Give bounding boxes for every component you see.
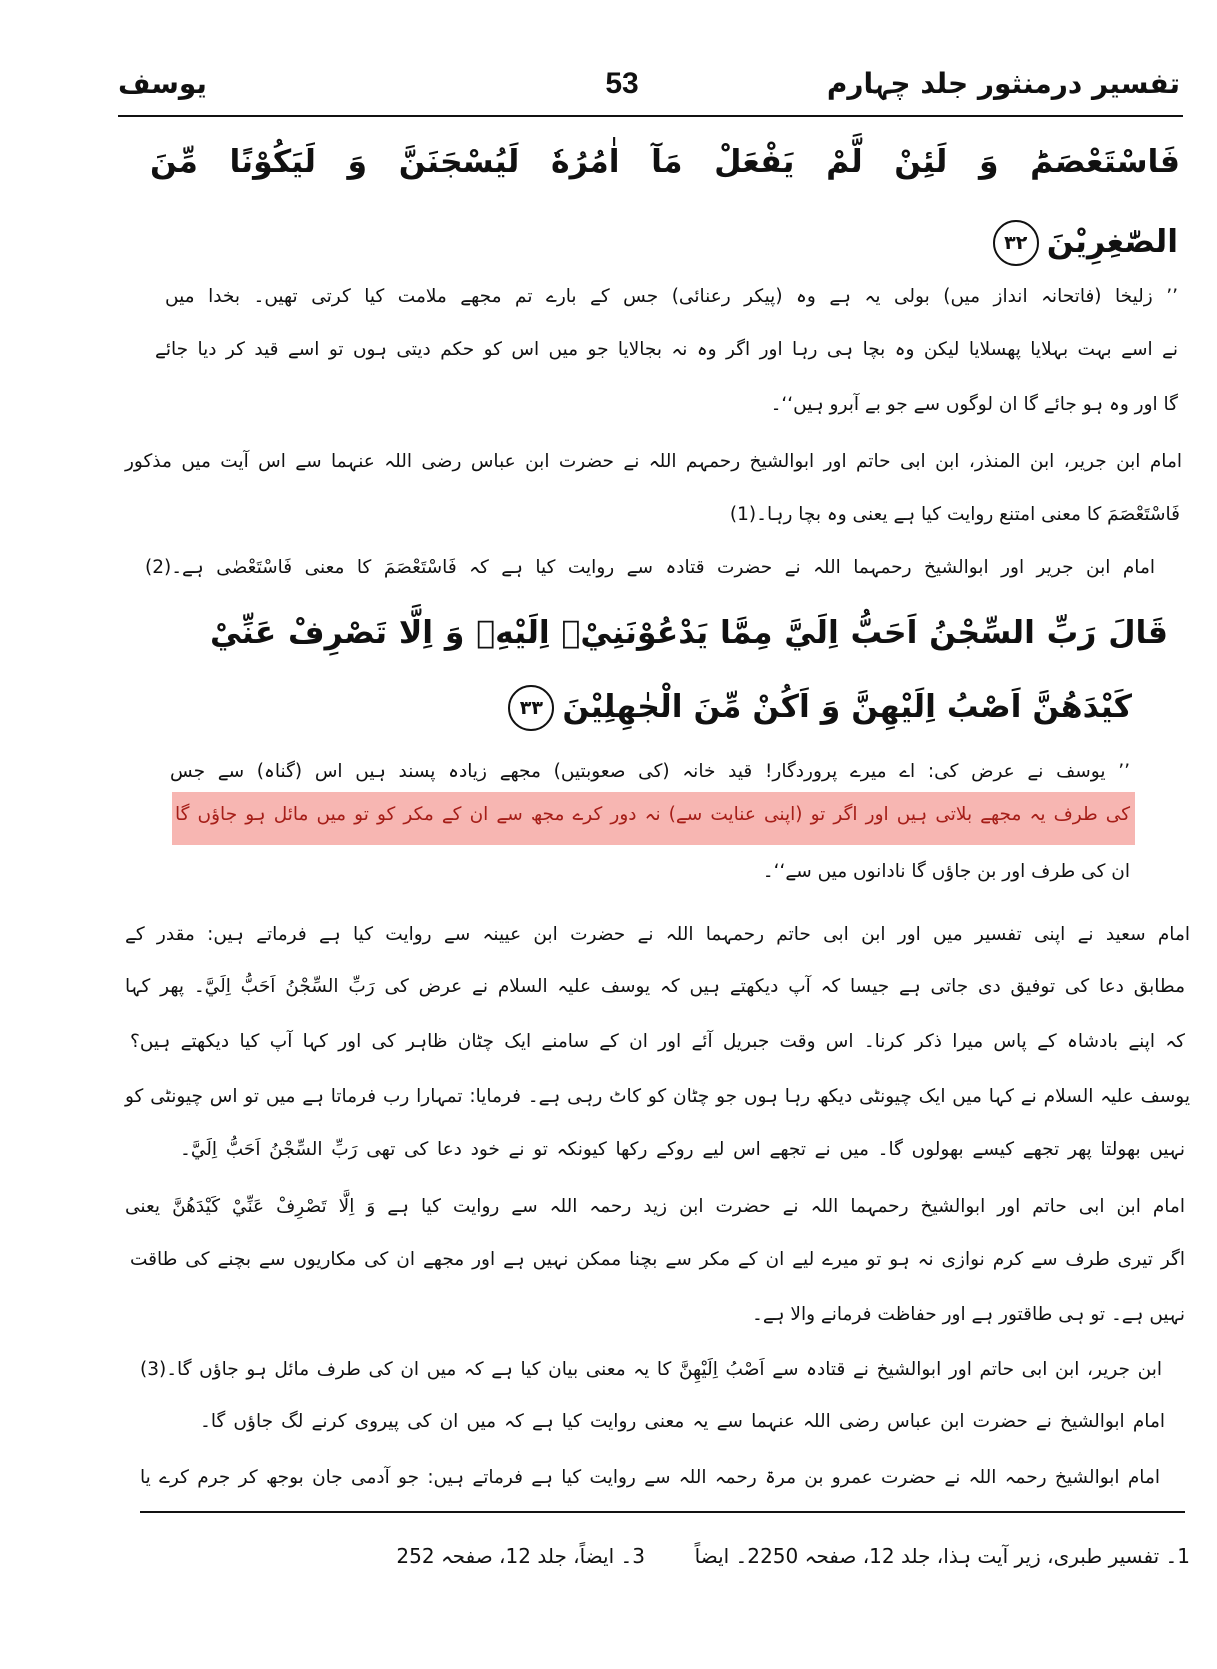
commentary-line: نہیں بھولتا پھر تجھے کیسے بھولوں گا۔ میں نے تجھے اس لیے روکے رکھا کیونکہ تو نے خود دعا کی تھی رَبِّ السِّجْنُ اَحَبُّ اِلَيَّ۔ xyxy=(180,1139,1185,1160)
book-title: تفسیر درمنثور جلد چہارم xyxy=(826,67,1180,100)
commentary-line: امام سعید نے اپنی تفسیر میں اور ابن ابی حاتم رحمہما اللہ نے حضرت ابن عیینہ سے روایت کیا ہے فرماتے ہیں: مقدر کے xyxy=(125,924,1190,945)
verse-line: قَالَ رَبِّ السِّجْنُ اَحَبُّ اِلَيَّ مِمَّا يَدْعُوْنَنِيْۤ اِلَيْهِۚ وَ اِلَّا تَصْرِفْ عَنِّيْ xyxy=(210,615,1168,651)
commentary-line: امام ابن جریر، ابن المنذر، ابن ابی حاتم اور ابوالشیخ رحمہم اللہ نے حضرت ابن عباس رضی اللہ عنہما سے اس آیت میں مذکور xyxy=(125,451,1182,472)
footnote: 3۔ ایضاً، جلد 12، صفحہ 252 xyxy=(396,1544,645,1568)
translation-line: نے اسے بہت بہلایا پھسلایا لیکن وہ بچا ہی رہا اور اگر وہ نہ بجالایا جو میں اس کو حکم دیتی ہوں تو اسے قید کر دیا جائے xyxy=(155,339,1178,360)
commentary-line: ابن جریر، ابن ابی حاتم اور ابوالشیخ نے قتادہ سے اَصْبُ اِلَيْهِنَّ کا یہ معنی بیان کیا ہے کہ میں ان کی طرف مائل ہو جاؤں گا۔(3) xyxy=(140,1359,1163,1380)
footnote-rule xyxy=(140,1511,1185,1513)
commentary-line: امام ابوالشیخ رحمہ اللہ نے حضرت عمرو بن مرۃ رحمہ اللہ سے روایت کیا ہے فرماتے ہیں: جو آدمی جان بوجھ کر جرم کرے یا xyxy=(140,1467,1160,1488)
commentary-line: امام ابوالشیخ نے حضرت ابن عباس رضی اللہ عنہما سے یہ معنی روایت کیا ہے کہ میں ان کی پیروی کرنے لگ جاؤں گا۔ xyxy=(200,1411,1165,1432)
footnote: 2۔ ایضاً xyxy=(694,1544,760,1568)
ayah-number-marker: ۳۲ xyxy=(993,220,1039,266)
commentary-line: مطابق دعا کی توفیق دی جاتی ہے جیسا کہ آپ دیکھتے ہیں کہ یوسف علیہ السلام نے عرض کی رَبِّ السِّجْنُ اَحَبُّ اِلَيَّ۔ پھر کہا xyxy=(125,976,1185,997)
ayah-number-marker: ۳۳ xyxy=(508,685,554,731)
footnote: 1۔ تفسیر طبری، زیر آیت ہذا، جلد 12، صفحہ 250 xyxy=(760,1544,1190,1568)
verse-text: الصّٰغِرِيْنَ xyxy=(1046,224,1178,260)
highlighted-translation-line: کی طرف یہ مجھے بلاتی ہیں اور اگر تو (اپنی عنایت سے) نہ دور کرے مجھ سے ان کے مکر کو تو میں مائل ہو جاؤں گا xyxy=(175,804,1130,825)
page-number: 53 xyxy=(605,67,639,100)
surah-name: یوسف xyxy=(118,67,207,100)
translation-line: ’’ زلیخا (فاتحانہ انداز میں) بولی یہ ہے وہ (پیکر رعنائی) جس کے بارے تم مجھے ملامت کیا کرتی تھیں۔ بخدا میں xyxy=(165,286,1178,307)
verse-line: فَاسْتَعْصَمَؕ وَ لَئِنْ لَّمْ يَفْعَلْ مَآ اٰمُرُهٗ لَيُسْجَنَنَّ وَ لَيَكُوْنًا مِّنَ xyxy=(150,144,1180,180)
commentary-line: اگر تیری طرف سے کرم نوازی نہ ہو تو میرے لیے ان کے مکر سے بچنا ممکن نہیں ہے اور مجھے ان کی مکاریوں سے بچنے کی طاقت xyxy=(130,1249,1185,1270)
verse-line xyxy=(210,671,1132,743)
verse-line xyxy=(150,206,1178,278)
translation-line: گا اور وہ ہو جائے گا ان لوگوں سے جو بے آبرو ہیں‘‘۔ xyxy=(770,394,1178,415)
commentary-line: فَاسْتَعْصَمَ کا معنی امتنع روایت کیا ہے یعنی وہ بچا رہا۔(1) xyxy=(729,504,1180,525)
commentary-line: کہ اپنے بادشاہ کے پاس میرا ذکر کرنا۔ اس وقت جبریل آئے اور ان کے سامنے ایک چٹان ظاہر کی اور کہا آپ کیا دیکھتے ہیں؟ xyxy=(130,1031,1185,1052)
commentary-line: امام ابن جریر اور ابوالشیخ رحمہما اللہ نے حضرت قتادہ سے روایت کیا ہے کہ فَاسْتَعْصَمَ کا معنی فَاسْتَعْصٰی ہے۔(2) xyxy=(145,557,1155,578)
commentary-line: یوسف علیہ السلام نے کہا میں ایک چیونٹی دیکھ رہا ہوں جو چٹان کو کاٹ رہی ہے۔ فرمایا: تمہارا رب فرماتا ہے میں تو اس چیونٹی کو xyxy=(125,1086,1190,1107)
commentary-line: نہیں ہے۔ تو ہی طاقتور ہے اور حفاظت فرمانے والا ہے۔ xyxy=(752,1304,1185,1325)
commentary-line: امام ابن ابی حاتم اور ابوالشیخ رحمہما اللہ نے حضرت ابن زید رحمہ اللہ سے روایت کیا ہے وَ اِلَّا تَصْرِفْ عَنِّيْ كَيْدَهُنَّ یعنی xyxy=(125,1196,1185,1217)
translation-line: ’’ یوسف نے عرض کی: اے میرے پروردگار! قید خانہ (کی صعوبتیں) مجھے زیادہ پسند ہیں اس (گناہ) سے جس xyxy=(170,761,1130,782)
header-rule xyxy=(118,115,1183,117)
verse-text: كَيْدَهُنَّ اَصْبُ اِلَيْهِنَّ وَ اَكُنْ مِّنَ الْجٰهِلِيْنَ xyxy=(562,689,1132,725)
translation-line: ان کی طرف اور بن جاؤں گا نادانوں میں سے‘‘۔ xyxy=(762,861,1130,882)
